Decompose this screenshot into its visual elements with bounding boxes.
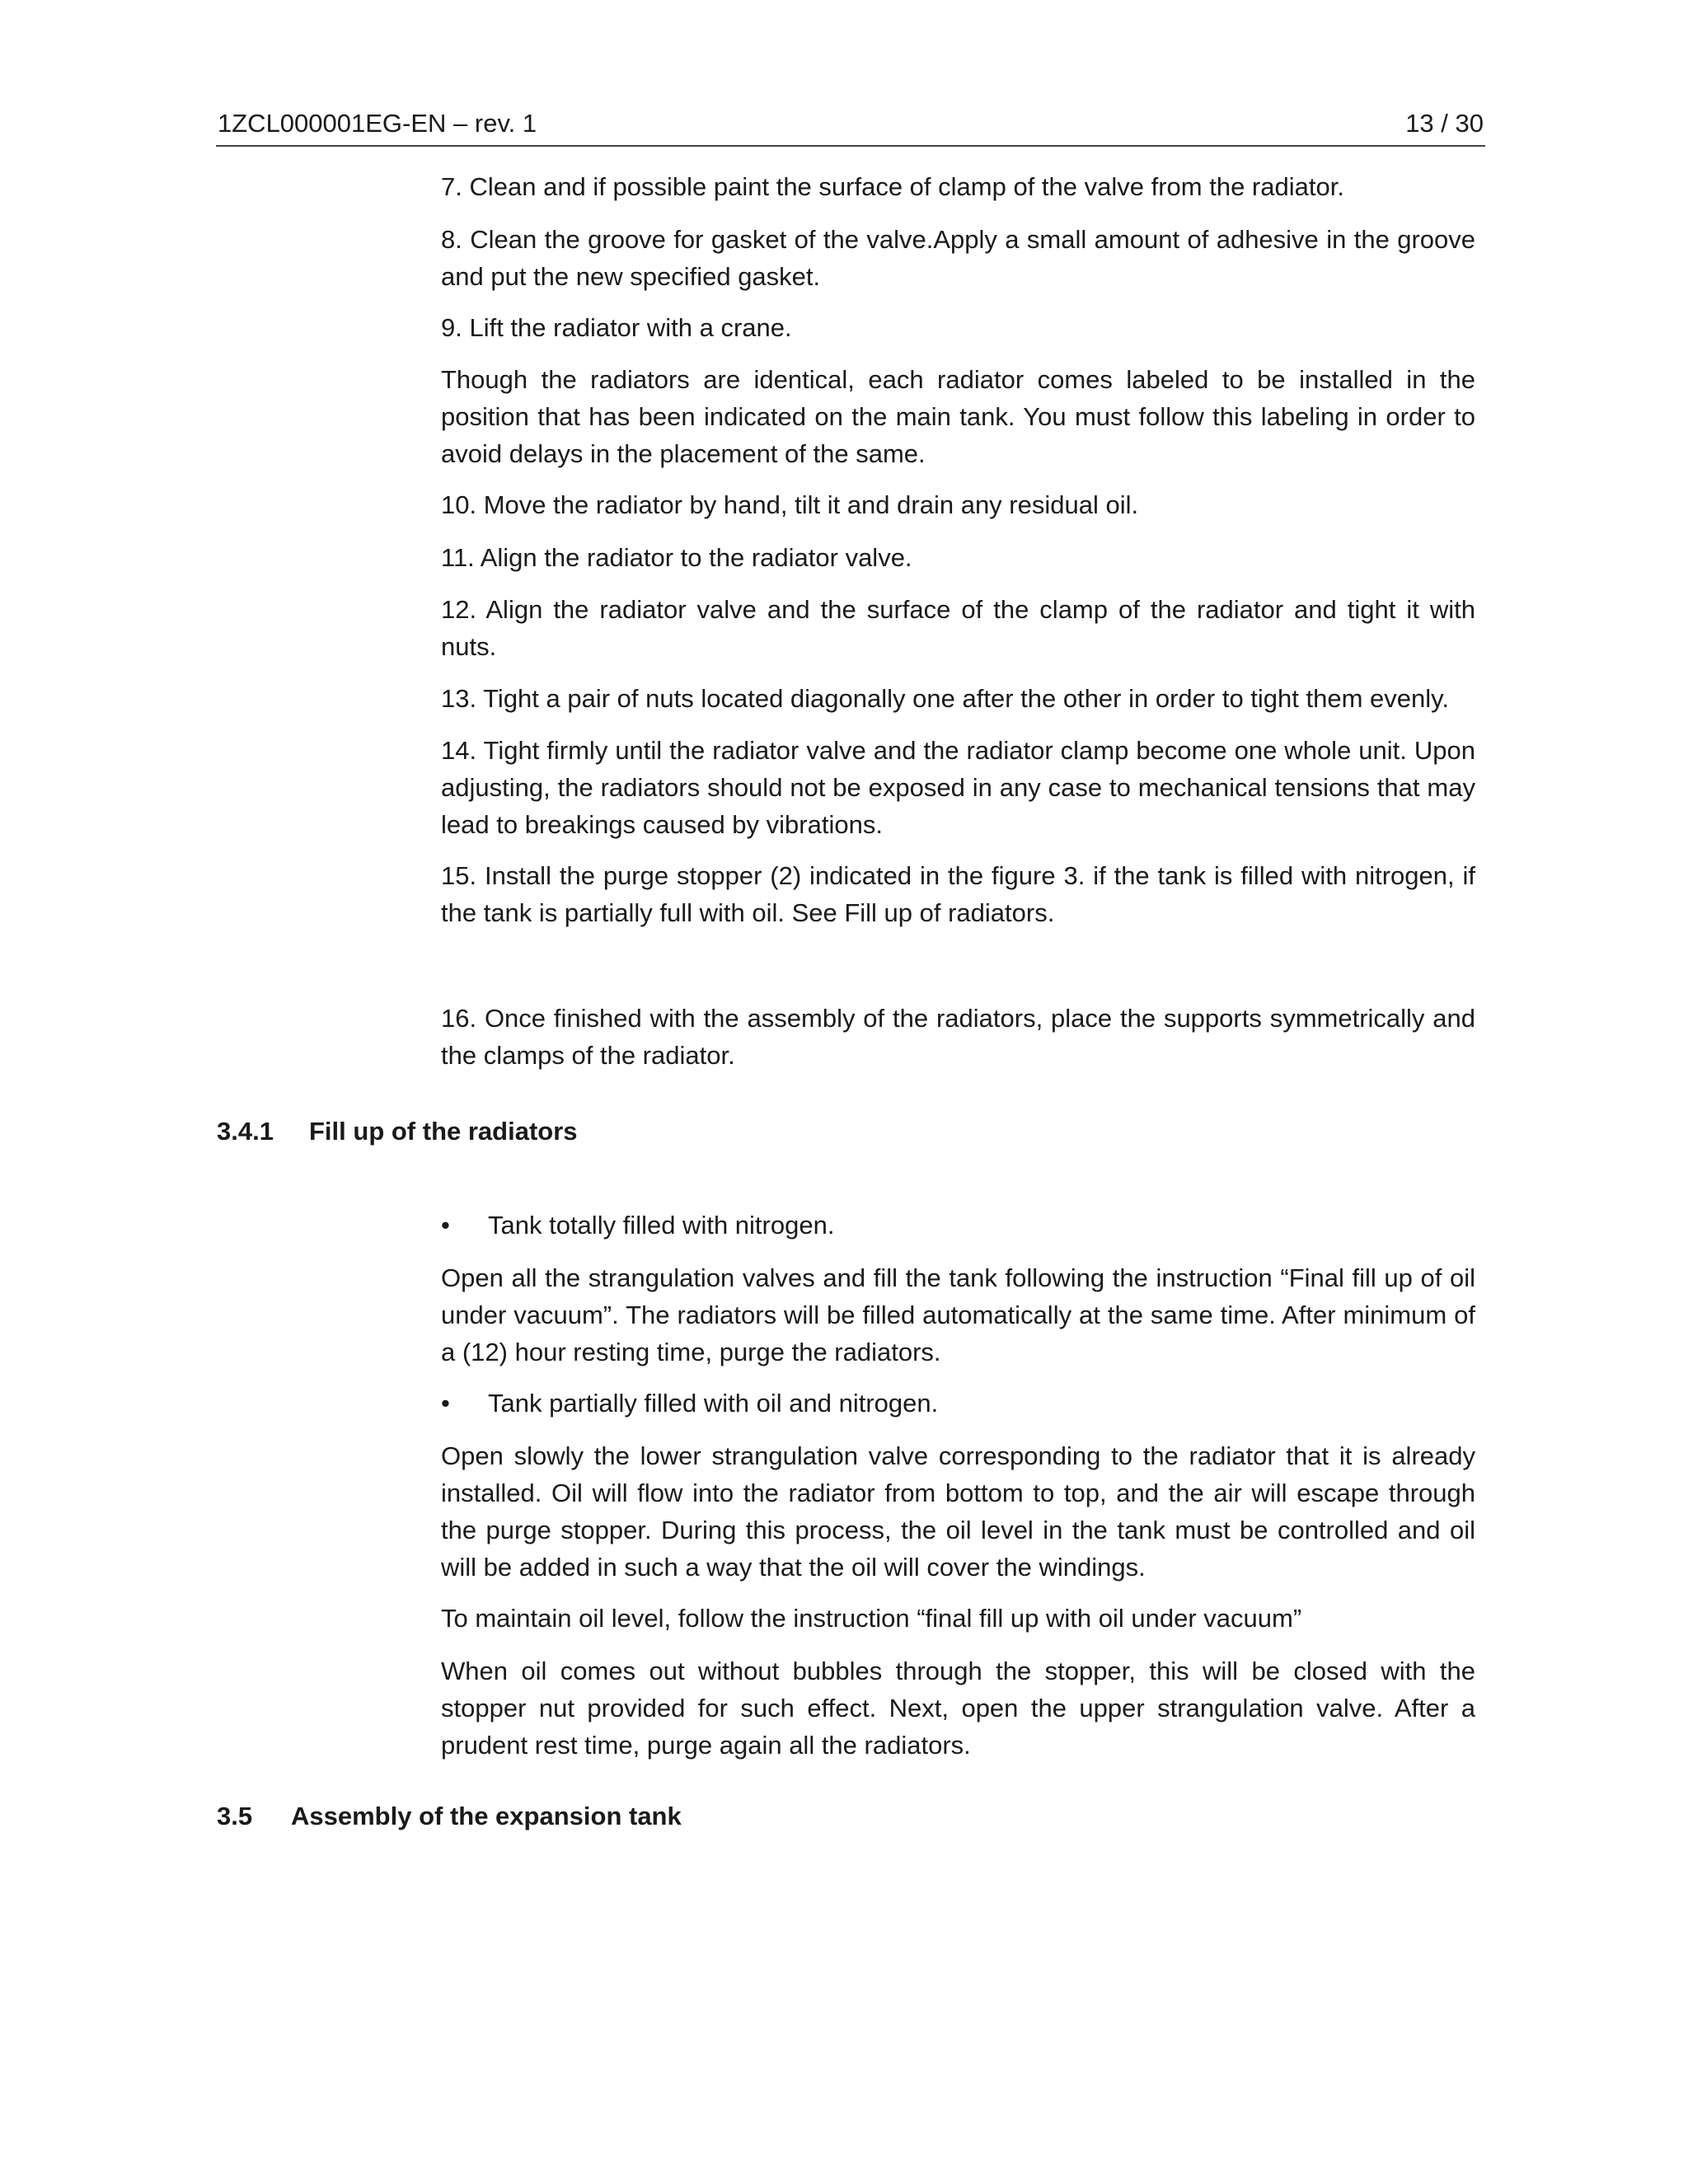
step-12: 12. Align the radiator valve and the surface of the clamp of the radiator and tight it with nuts. (441, 595, 1475, 661)
step-15: 15. Install the purge stopper (2) indicated in the figure 3. if the tank is filled with nitrogen, if the tank is partially full with oil. See Fill up of radiators. (441, 861, 1475, 927)
bullet-icon: • (441, 1389, 450, 1418)
step-11: 11. Align the radiator to the radiator valve. (441, 543, 912, 572)
bullet-icon: • (441, 1211, 450, 1240)
fill-nitrogen-paragraph: Open all the strangulation valves and fill the tank following the instruction “Final fill up of oil under vacuum”. The radiators will be filled automatically at the same time. After minimum of a (12) hour resting time, purge the radiators. (441, 1263, 1475, 1366)
section-number: 3.5 (217, 1802, 253, 1830)
step-16: 16. Once finished with the assembly of the radiators, place the supports symmetrically and the clamps of the radiator. (441, 1004, 1475, 1070)
bullet-text: Tank totally filled with nitrogen. (488, 1211, 835, 1240)
step-8: 8. Clean the groove for gasket of the valve.Apply a small amount of adhesive in the groove and put the new specified gasket. (441, 225, 1475, 291)
bullet-text: Tank partially filled with oil and nitrogen. (488, 1389, 939, 1418)
step-13: 13. Tight a pair of nuts located diagonally one after the other in order to tight them evenly. (441, 684, 1449, 713)
page-header (216, 105, 1485, 147)
step-7: 7. Clean and if possible paint the surface of clamp of the valve from the radiator. (441, 172, 1344, 201)
step-14: 14. Tight firmly until the radiator valve and the radiator clamp become one whole unit. Upon adjusting, the radiators should not be exposed in any case to mechanical tensions that may lead to breakings caused by vibrations. (441, 736, 1475, 839)
step-10: 10. Move the radiator by hand, tilt it and drain any residual oil. (441, 490, 1139, 519)
maintain-oil-paragraph: To maintain oil level, follow the instruction “final fill up with oil under vacuum” (441, 1604, 1302, 1633)
page-number: 13 / 30 (1405, 109, 1484, 138)
section-title: Fill up of the radiators (309, 1117, 578, 1146)
section-heading-3-4-1 (217, 1117, 578, 1146)
labeling-note: Though the radiators are identical, each radiator comes labeled to be installed in the position that has been indicated on the main tank. You must follow this labeling in order to avoid delays in the placement of the same. (441, 365, 1475, 468)
document-id: 1ZCL000001EG-EN – rev. 1 (218, 109, 537, 138)
section-title: Assembly of the expansion tank (291, 1802, 682, 1830)
fill-oil-paragraph: Open slowly the lower strangulation valve corresponding to the radiator that it is already installed. Oil will flow into the radiator from bottom to top, and the air will escape through the purge stopper. During this process, the oil level in the tank must be controlled and oil will be added in such a way that the oil will cover the windings. (441, 1441, 1475, 1582)
stopper-paragraph: When oil comes out without bubbles through the stopper, this will be closed with the stopper nut provided for such effect. Next, open the upper strangulation valve. After a prudent rest time, purge again all the radiators. (441, 1657, 1475, 1760)
section-heading-3-5 (217, 1802, 682, 1831)
step-9: 9. Lift the radiator with a crane. (441, 313, 792, 342)
section-number: 3.4.1 (217, 1117, 274, 1146)
